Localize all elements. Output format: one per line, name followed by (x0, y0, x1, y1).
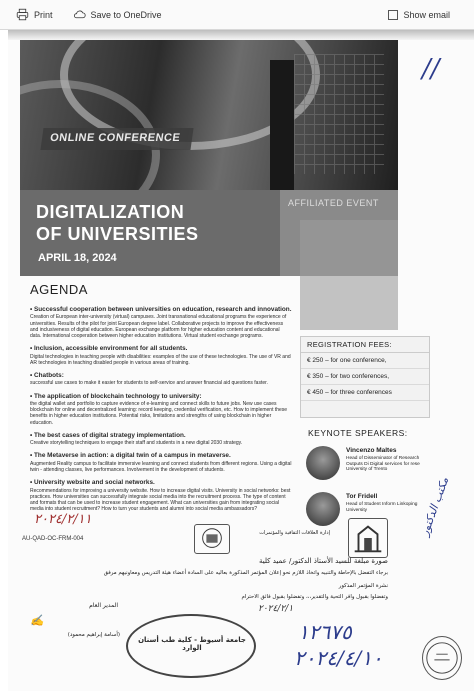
agenda-item-text: Recommendations for improving a university website. How to increase digital visits. University in social networks: best practices. How universities can successfully integrate social media into the recruitment process. The type of content and formats that can be used to increase student engagement. What can universities gain from integrating social media into student recruitment? How to turn your students and alumni into social media ambassadors? (30, 487, 291, 513)
registration-fees (300, 336, 430, 418)
title-line-2: OF UNIVERSITIES (36, 224, 199, 244)
building-emblem-icon (349, 519, 387, 557)
scan-shadow (8, 30, 474, 40)
agenda-item-text: the digital wallet and portfolio to capture evidence of e-learning and connect skills to future jobs. New use cases blockchain for online and decentralized learning: record keeping, credential verification, etc. How to implement these benefits in higher education institutions. Potential risks, limitations and strengths of using blockchain in higher education. (30, 401, 288, 426)
agenda-item-title: • The Metaverse in action: a digital twin of a campus in metaverse. (30, 452, 292, 459)
title-line-1: DIGITALIZATION (36, 202, 185, 222)
agenda-item-title: • The application of blockchain technology to university: (30, 393, 292, 400)
admin-label: إدارة العلاقات الثقافية والمؤتمرات (259, 530, 330, 536)
fee-row: € 450 – for three conferences (301, 385, 429, 401)
director-signature: ✍ (30, 614, 44, 627)
stamp-text: جامعة أسيوط - كلية طب أسنان الوارد (138, 636, 246, 652)
handwritten-date-large: ٢٠٢٤/٤/١٠ (294, 646, 383, 670)
agenda-item-title: • Chatbots: (30, 372, 292, 379)
handwritten-date: ٢٠٢٤/٢/١ (258, 604, 294, 614)
speaker-role: Head of Disseminator of Research Outputs Di Digital services for rese University of Trento (346, 456, 420, 473)
speaker-role: Head of Student Inform Linkoping University (346, 502, 418, 513)
director-title: المدير العام (89, 602, 118, 609)
handwritten-date-code: ٢٠٢٤/٢/١١ (34, 512, 92, 527)
agenda-item-text: Creation of European inter-university (virtual) campuses. Joint transnational educational programs the experience of universities. Results of the pilot for joint European degree label. Collaborative projects to improve the effectiveness and inclusiveness of digital education. European exchange platform for higher education content and educational data. International cooperation between higher education institutions. Virtual student exchange programs. (30, 314, 287, 340)
form-code: AU-QAD-OC-FRM-004 (22, 536, 84, 542)
letter-title: صورة مبلغة للسيد الأستاذ الدكتور/ عميد كلية (259, 557, 388, 565)
save-onedrive-button[interactable] (67, 5, 168, 24)
print-button[interactable] (10, 5, 59, 24)
fee-row: € 350 – for two conferences, (301, 369, 429, 385)
scanned-document (8, 30, 474, 691)
show-email-checkbox[interactable] (382, 7, 456, 23)
seal-icon (423, 637, 461, 679)
agenda-item-title: • The best cases of digital strategy implementation. (30, 432, 292, 439)
agenda-item-title: • Inclusion, accessible environment for all students. (30, 345, 292, 352)
university-logo (194, 524, 230, 554)
speaker-name: Tor Fridell (346, 493, 378, 500)
side-panel (300, 220, 398, 330)
director-name: (أسامة إبراهيم محمود) (67, 632, 120, 638)
letter-body: برجاء التفضل بالإحاطة والتنبيه واتخاذ اللازم نحو إعلان المؤتمر المذكورة بعاليه على السادة أعضاء هيئة التدريس ومعاونيهم مرفق (103, 570, 388, 576)
agenda-item-title: • Successful cooperation between universities on education, research and innovation. (30, 306, 292, 313)
handwritten-number: ١٢٦٧٥ (298, 620, 352, 644)
letter-closing: وتفضلوا بقبول وافر التحية والتقدير،،، وتفضلوا بقبول فائق الاحترام (241, 594, 388, 600)
speaker-photo (306, 492, 340, 526)
affiliated-event: AFFILIATED EVENT (280, 190, 398, 276)
margin-note: مكتب الدكتور (418, 475, 452, 538)
speaker-name: Vincenzo Maltes (346, 447, 397, 454)
letter-body: نشرة المؤتمر المذكور (338, 583, 388, 589)
agenda-item-text: Creative storytelling techniques to engage their staff and students in a new digital 2030 strategy. (30, 440, 243, 447)
building-column (270, 60, 294, 190)
show-email-label: Show email (403, 10, 450, 20)
title-block (20, 190, 280, 276)
registration-heading: REGISTRATION FEES: (301, 337, 429, 353)
print-toolbar (0, 0, 474, 30)
agenda-item-text: Digital technologies in teaching people with disabilities: examples of the use of these technologies. The use of VR and AR technologies in teaching disabled people in various areas of training. (30, 353, 291, 366)
save-onedrive-label: Save to OneDrive (90, 9, 162, 20)
margin-marks: // (422, 54, 440, 84)
incoming-stamp (126, 614, 256, 678)
building-facade (294, 54, 384, 174)
agenda-list (30, 300, 292, 513)
seal-emblem (422, 636, 462, 680)
dentistry-logo (348, 518, 388, 558)
conference-date: APRIL 18, 2024 (38, 252, 117, 264)
checkbox-icon (388, 10, 398, 20)
cloud-icon (73, 8, 86, 21)
speaker-photo (306, 446, 340, 480)
agenda-item-text: Augmented Reality campus to facilitate immersive learning and connect students from different regions. Using a digital twin - attending classes, live performances. Involvement in the development of students. (30, 460, 292, 474)
agenda-item-text: successful use cases to make it easier for students to self-service and answer financial aid questions faster. (30, 380, 268, 387)
fee-row: € 250 – for one conference, (301, 353, 429, 369)
hero-image (20, 40, 398, 190)
print-label: Print (34, 9, 53, 20)
online-conference-banner: ONLINE CONFERENCE (40, 128, 193, 150)
emblem-icon (195, 525, 229, 553)
agenda-item-title: • University website and social networks. (30, 479, 292, 486)
agenda-heading: AGENDA (30, 282, 88, 297)
printer-icon (16, 8, 29, 21)
keynote-heading: KEYNOTE SPEAKERS: (308, 428, 408, 438)
